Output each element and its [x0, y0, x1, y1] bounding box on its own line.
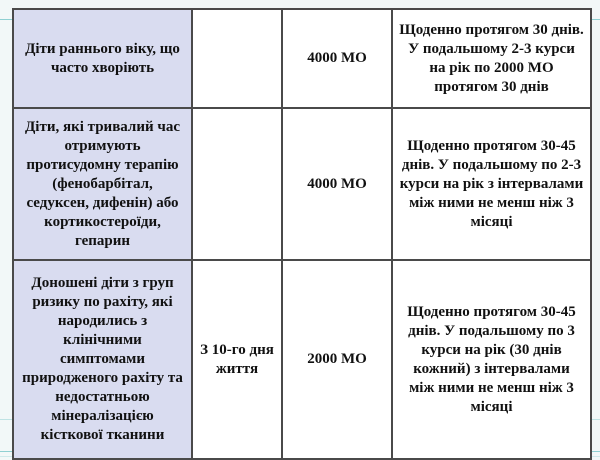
regimen-cell: Щоденно протягом 30 днів. У подальшому 2-3 курси на рік по 2000 МО протягом 30 днів: [392, 9, 591, 108]
patient-group-cell: Діти, які тривалий час отримують протисудомну терапію (фенобарбітал, седуксен, дифенін) або кортикостероїди, гепарин: [13, 108, 192, 260]
regimen-cell: Щоденно протягом 30-45 днів. У подальшому по 3 курси на рік (30 днів кожний) з інтервалами між ними не менш ніж 3 місяці: [392, 260, 591, 459]
table-row: [13, 9, 591, 108]
start-time-cell: [192, 108, 282, 260]
dose-cell: 2000 МО: [282, 260, 392, 459]
start-time-cell: [192, 9, 282, 108]
patient-group-cell: Доношені діти з груп ризику по рахіту, які народились з клінічними симптомами природженого рахіту та недостатньою мінералізацією кісткової тканини: [13, 260, 192, 459]
vitamin-d-dosage-table: [12, 8, 592, 460]
start-time-cell: З 10-го дня життя: [192, 260, 282, 459]
table-row: [13, 108, 591, 260]
table-row: [13, 260, 591, 459]
regimen-cell: Щоденно протягом 30-45 днів. У подальшому по 2-3 курси на рік з інтервалами між ними не менш ніж 3 місяці: [392, 108, 591, 260]
dose-cell: 4000 МО: [282, 108, 392, 260]
patient-group-cell: Діти раннього віку, що часто хворіють: [13, 9, 192, 108]
dose-cell: 4000 МО: [282, 9, 392, 108]
